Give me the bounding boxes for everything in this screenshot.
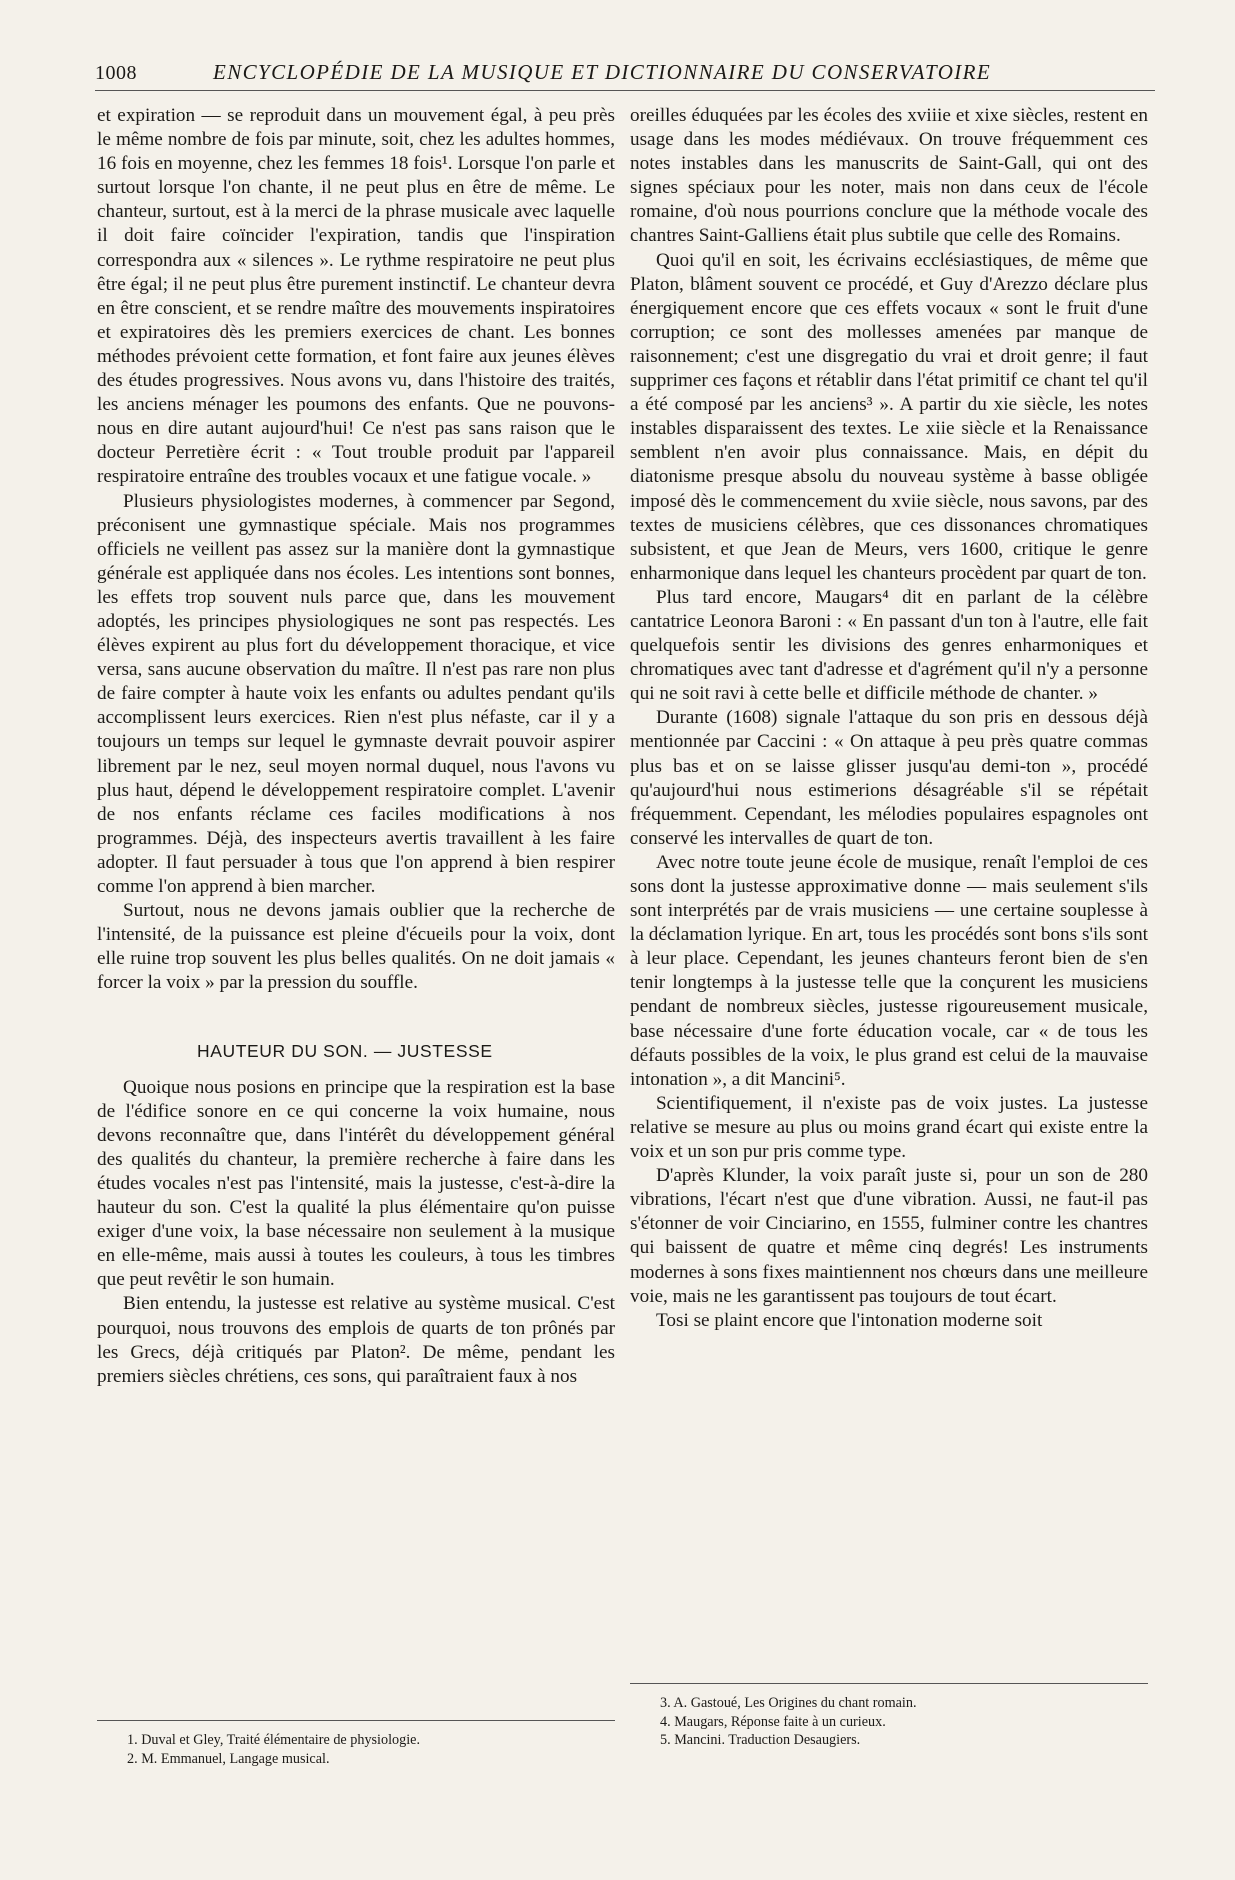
footnote: 5. Mancini. Traduction Desaugiers.	[660, 1732, 861, 1748]
right-column	[630, 104, 1148, 1333]
paragraph: Avec notre toute jeune école de musique, renaît l'emploi de ces sons dont la justesse approximative donne — mais seulement s'ils sont interprétés par de vrais musiciens — une certaine souplesse à la déclamation lyrique. En art, tous les procédés sont bons s'ils sont à leur place. Cependant, les jeunes chanteurs feront bien de s'en tenir longtemps à la justesse telle que la conçurent les musiciens pendant de nombreux siècles, justesse rigoureusement musicale, base nécessaire d'une forte éducation vocale, car « de tous les défauts possibles de la voix, le plus grand est celui de la mauvaise intonation », a dit Mancini⁵.	[630, 851, 1148, 1090]
paragraph: Tosi se plaint encore que l'intonation moderne soit	[656, 1309, 1043, 1331]
paragraph: Plus tard encore, Maugars⁴ dit en parlant de la célèbre cantatrice Leonora Baroni : « En passant d'un ton à l'autre, elle fait quelquefois sentir les divisions des genres enharmoniques et chromatiques avec tant d'adresse et d'agrément qu'il n'y a personne qui ne soit ravi à cette belle et difficile méthode de chanter. »	[630, 586, 1148, 705]
page-header	[95, 60, 1155, 91]
paragraph: Scientifiquement, il n'existe pas de voix justes. La justesse relative se mesure au plus ou moins grand écart qui existe entre la voix et un son pur pris comme type.	[630, 1092, 1148, 1163]
paragraph: Bien entendu, la justesse est relative au système musical. C'est pourquoi, nous trouvons des emplois de quarts de ton prônés par les Grecs, déjà critiqués par Platon². De même, pendant les premiers siècles chrétiens, ces sons, qui paraîtraient faux à nos	[97, 1293, 615, 1387]
left-column	[97, 104, 615, 1389]
footnote: 3. A. Gastoué, Les Origines du chant romain.	[660, 1695, 917, 1711]
running-title: ENCYCLOPÉDIE DE LA MUSIQUE ET DICTIONNAIRE DU CONSERVATOIRE	[213, 60, 992, 84]
paragraph: Surtout, nous ne devons jamais oublier que la recherche de l'intensité, de la puissance est pleine d'écueils pour la voix, dont elle ruine trop souvent les plus belles qualités. On ne doit jamais « forcer la voix » par la pression du souffle.	[97, 900, 615, 994]
paragraph: Quoique nous posions en principe que la respiration est la base de l'édifice sonore en ce qui concerne la voix humaine, nous devons reconnaître que, dans l'intérêt du développement général des qualités du chanteur, la première recherche à faire dans les études vocales n'est pas l'intensité, mais la justesse, c'est-à-dire la hauteur du son. C'est la qualité la plus élémentaire qu'on puisse exiger d'une voix, la base nécessaire non seulement à la musique en elle-même, mais aussi à toutes les couleurs, à tous les timbres que peut revêtir le son humain.	[97, 1076, 615, 1291]
footnotes-left	[97, 1720, 615, 1768]
paragraph: Quoi qu'il en soit, les écrivains ecclésiastiques, de même que Platon, blâment souvent ce procédé, et Guy d'Arezzo déclare plus énergiquement encore que ces effets vocaux « sont le fruit d'une corruption; ce sont des mollesses amenées par manque de raisonnement; c'est une disgregatio du vrai et droit genre; il faut supprimer ces façons et rétablir dans l'état primitif ce chant tel qu'il a été composé par les anciens³ ». A partir du xie siècle, les notes instables disparaissent des textes. Le xiie siècle et la Renaissance semblent n'en avoir plus connaissance. Mais, en dépit du diatonisme presque absolu du nouveau système à basse obligée imposé dès le commencement du xviie siècle, nous savons, par des textes de musiciens célèbres, que ces dissonances chromatiques subsistent, et que Jean de Meurs, vers 1600, critique le genre enharmonique dans lequel les chanteurs procèdent par quart de ton.	[630, 249, 1148, 584]
footnote: 4. Maugars, Réponse faite à un curieux.	[660, 1713, 886, 1730]
paragraph: D'après Klunder, la voix paraît juste si, pour un son de 280 vibrations, l'écart n'est que d'une vibration. Aussi, ne faut-il pas s'étonner de voir Cinciarino, en 1555, fulminer contre les chantres qui baissent de quatre et même cinq degrés! Les instruments modernes à sons fixes maintiennent nos chœurs dans une meilleure voie, mais ne les garantissent pas toujours de tout écart.	[630, 1165, 1148, 1307]
paragraph: et expiration — se reproduit dans un mouvement égal, à peu près le même nombre de fois par minute, soit, chez les adultes hommes, 16 fois en moyenne, chez les femmes 18 fois¹. Lorsque l'on parle et surtout lorsque l'on chante, il ne peut plus en être de même. Le chanteur, surtout, est à la merci de la phrase musicale avec laquelle il doit faire coïncider l'expiration, tandis que l'inspiration correspondra aux « silences ». Le rythme respiratoire ne peut plus être égal; il ne peut plus être purement instinctif. Le chanteur devra en être conscient, et se rendre maître des mouvements inspiratoires et expiratoires dès les premiers exercices de chant. Les bonnes méthodes prévoient cette formation, et font faire aux jeunes élèves des études progressives. Nous avons vu, dans l'histoire des traités, les anciens ménager les poumons des enfants. Que ne pouvons-nous en dire autant aujourd'hui! Ce n'est pas sans raison que le docteur Perretière écrit : « Tout trouble produit par l'appareil respiratoire entraîne des troubles vocaux et une fatigue vocale. »	[97, 105, 615, 488]
footnote: 2. M. Emmanuel, Langage musical.	[127, 1750, 330, 1767]
paragraph: oreilles éduquées par les écoles des xviiie et xixe siècles, restent en usage dans les modes médiévaux. On trouve fréquemment ces notes instables dans les manuscrits de Saint-Gall, qui ont des signes spéciaux pour les noter, mais non dans ceux de l'école romaine, d'où nous pourrions conclure que la méthode vocale des chantres Saint-Galliens était plus subtile que celle des Romains.	[630, 105, 1148, 247]
footnote: 1. Duval et Gley, Traité élémentaire de physiologie.	[127, 1732, 421, 1748]
section-heading: HAUTEUR DU SON. — JUSTESSE	[197, 1041, 493, 1062]
page-number: 1008	[95, 62, 137, 84]
paragraph: Durante (1608) signale l'attaque du son pris en dessous déjà mentionnée par Caccini : « On attaque à peu près quatre commas plus bas et on se laisse glisser jusqu'au demi-ton », procédé qu'aujourd'hui nous estimerions désagréable s'il se répétait fréquemment. Cependant, les mélodies populaires espagnoles ont conservé les intervalles de quart de ton.	[630, 707, 1148, 849]
footnotes-right	[630, 1683, 1148, 1750]
paragraph: Plusieurs physiologistes modernes, à commencer par Segond, préconisent une gymnastique spéciale. Mais nos programmes officiels ne veillent pas assez sur la manière dont la gymnastique générale est appliquée dans nos écoles. Les intentions sont bonnes, les effets trop souvent nuls parce que, dans les mouvement adoptés, les principes physiologiques ne sont pas respectés. Les élèves expirent au plus fort du développement thoracique, et vice versa, sans aucune observation du maître. Il n'est pas rare non plus de faire compter à haute voix les enfants ou adultes pendant qu'ils accomplissent leurs exercices. Rien n'est plus néfaste, car il y a toujours un temps sur lequel le gymnaste devrait pouvoir aspirer librement par le nez, seul moyen normal duquel, nous l'avons vu plus haut, dépend le développement respiratoire complet. L'avenir de nos enfants réclame ces faciles modifications à nos programmes. Déjà, des inspecteurs avertis travaillent à les faire adopter. Il faut persuader à tous que l'on apprend à bien respirer comme l'on apprend à bien marcher.	[97, 490, 615, 897]
